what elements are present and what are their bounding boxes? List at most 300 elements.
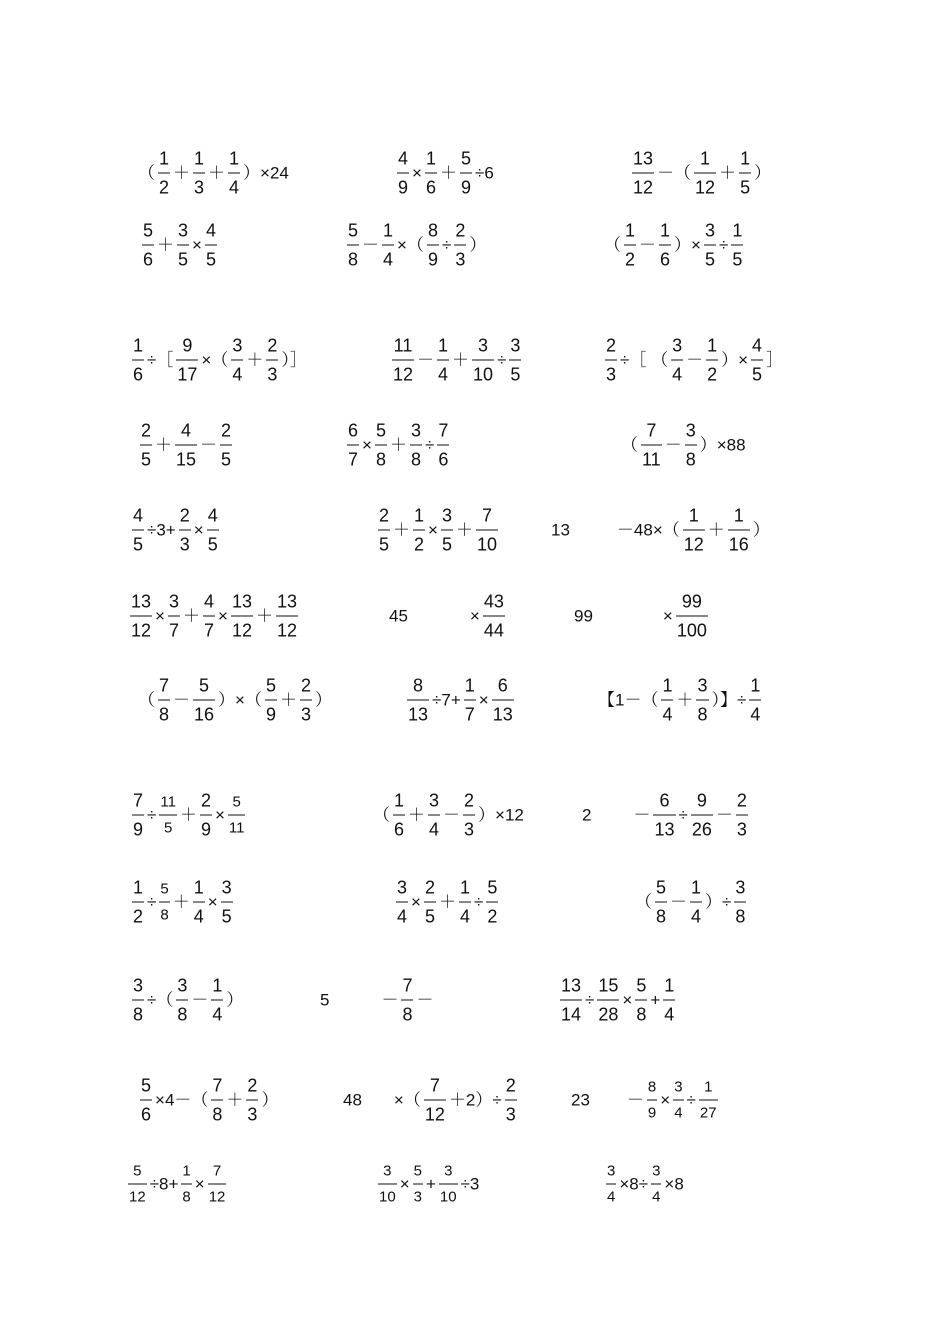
denominator: 12	[276, 620, 297, 641]
operator-text: －	[173, 690, 191, 710]
fraction	[132, 792, 144, 839]
denominator: 16	[194, 704, 215, 725]
denominator: 10	[439, 1188, 457, 1206]
denominator: 3	[464, 819, 475, 840]
operator-text: +	[650, 990, 661, 1010]
denominator: 11	[228, 819, 245, 837]
operator-text: －	[362, 235, 380, 255]
numerator: 1	[159, 148, 170, 169]
operator-text: ＋	[393, 520, 411, 540]
fraction	[228, 795, 246, 836]
operator-text: +	[425, 1174, 436, 1194]
operator-text: ＋	[389, 435, 407, 455]
math-problem	[388, 593, 507, 640]
numerator: 1	[194, 148, 205, 169]
numerator: 7	[429, 1075, 440, 1096]
operator-text: ＋	[452, 350, 470, 370]
fraction	[176, 977, 188, 1024]
fraction	[476, 507, 498, 554]
denominator: 3	[736, 819, 747, 840]
denominator: 12	[129, 1188, 146, 1206]
operator-text: （	[635, 892, 652, 912]
denominator: 26	[691, 819, 712, 840]
fraction	[676, 593, 708, 640]
operator-text: ×	[194, 1174, 205, 1194]
fraction	[424, 879, 436, 926]
denominator: 13	[408, 704, 429, 725]
denominator: 6	[394, 819, 405, 840]
operator-text: ）×12	[478, 805, 524, 825]
denominator: 28	[598, 1004, 619, 1025]
operator-text: ＋	[226, 1090, 244, 1110]
fraction	[140, 1077, 152, 1124]
operator-text: ×8	[664, 1174, 684, 1194]
operator-text: ÷7+	[432, 690, 461, 710]
fraction	[413, 1164, 423, 1205]
denominator: 4	[193, 906, 204, 927]
denominator: 9	[398, 177, 409, 198]
fraction	[396, 879, 408, 926]
numerator: 7	[133, 790, 144, 811]
operator-text: ×	[469, 606, 480, 626]
numerator: 7	[646, 420, 657, 441]
operator-text: ＋	[438, 892, 456, 912]
denominator: 8	[656, 906, 667, 927]
operator-text: ×	[207, 892, 218, 912]
denominator: 6	[660, 249, 671, 270]
operator-text: ×	[411, 892, 421, 912]
numerator: 1	[464, 675, 475, 696]
fraction	[347, 222, 359, 269]
fraction	[142, 222, 154, 269]
denominator: 3	[267, 364, 278, 385]
fraction	[176, 337, 198, 384]
denominator: 12	[231, 620, 252, 641]
fraction	[460, 150, 472, 197]
numerator: 1	[732, 220, 743, 241]
denominator: 8	[160, 906, 169, 924]
fraction	[211, 977, 223, 1024]
math-problem	[137, 150, 290, 197]
numerator: 7	[212, 1162, 222, 1180]
denominator: 4	[212, 1004, 223, 1025]
numerator: 8	[647, 1078, 657, 1096]
numerator: 3	[685, 420, 696, 441]
numerator: 3	[704, 220, 715, 241]
operator-text: ＋	[157, 235, 175, 255]
numerator: 3	[232, 335, 243, 356]
numerator: 3	[674, 1078, 683, 1096]
operator-text: ＋	[155, 435, 173, 455]
denominator: 9	[427, 249, 438, 270]
math-problem	[550, 507, 771, 554]
denominator: 5	[379, 534, 390, 555]
denominator: 5	[133, 534, 144, 555]
fraction	[168, 593, 180, 640]
operator-text: ×	[214, 805, 225, 825]
math-problem	[573, 593, 710, 640]
denominator: 3	[455, 249, 466, 270]
numerator: 2	[301, 675, 312, 696]
numerator: 5	[199, 675, 210, 696]
denominator: 17	[177, 364, 198, 385]
fraction	[382, 222, 394, 269]
numerator: 3	[177, 975, 188, 996]
operator-text: ×	[193, 520, 204, 540]
numerator: 2	[379, 505, 390, 526]
operator-text: ÷	[424, 435, 435, 455]
numerator: 7	[402, 975, 413, 996]
fraction	[694, 150, 716, 197]
operator-text: －	[443, 805, 461, 825]
math-problem	[620, 422, 747, 469]
fraction	[651, 1164, 661, 1205]
numerator: 8	[427, 220, 438, 241]
numerator: 3	[672, 335, 683, 356]
math-problem	[581, 792, 750, 839]
numerator: 1	[459, 877, 470, 898]
numerator: 1	[660, 220, 671, 241]
numerator: 4	[133, 505, 144, 526]
numerator: 1	[733, 505, 744, 526]
operator-text: 5	[320, 990, 330, 1010]
operator-text: （	[621, 435, 638, 455]
operator-text: 【1－（	[598, 690, 659, 710]
denominator: 8	[735, 906, 746, 927]
operator-text: ＋	[280, 690, 297, 710]
operator-text: ÷	[147, 892, 157, 912]
operator-text: ）	[752, 520, 770, 540]
operator-text: ）】÷	[711, 690, 747, 710]
operator-text: ＋	[455, 520, 473, 540]
fraction	[266, 337, 278, 384]
denominator: 12	[424, 1104, 445, 1125]
fraction	[203, 593, 215, 640]
math-problem	[137, 677, 333, 724]
denominator: 9	[133, 819, 144, 840]
denominator: 5	[221, 906, 232, 927]
operator-text: ×	[662, 606, 673, 626]
numerator: 5	[232, 793, 241, 811]
operator-text: －48×（	[616, 520, 680, 540]
denominator: 12	[208, 1188, 226, 1206]
math-problem	[138, 1077, 279, 1124]
fraction	[179, 507, 191, 554]
operator-text: ）	[754, 163, 772, 183]
numerator: 1	[691, 877, 702, 898]
operator-text: ÷8+	[149, 1174, 179, 1194]
fraction	[158, 677, 170, 724]
fraction	[378, 507, 390, 554]
math-problem	[130, 337, 308, 384]
operator-text: ÷（	[147, 990, 174, 1010]
fraction	[624, 222, 636, 269]
operator-text: ）×	[674, 235, 701, 255]
denominator: 4	[383, 249, 394, 270]
operator-text: ×4－（	[155, 1090, 209, 1110]
operator-text: ×	[192, 235, 202, 255]
denominator: 7	[464, 704, 475, 725]
denominator: 9	[460, 177, 471, 198]
operator-text: ÷	[441, 235, 452, 255]
fraction	[699, 1080, 718, 1121]
fraction	[427, 222, 439, 269]
operator-text: ×8÷	[619, 1174, 649, 1194]
operator-text: ）×	[721, 350, 749, 370]
fraction	[673, 1080, 683, 1121]
denominator: 27	[699, 1104, 717, 1122]
denominator: 4	[691, 906, 702, 927]
fraction	[228, 150, 240, 197]
numerator: 3	[478, 335, 489, 356]
operator-text: （	[138, 163, 155, 183]
numerator: 7	[159, 675, 170, 696]
numerator: 2	[267, 335, 278, 356]
fraction	[597, 977, 619, 1024]
numerator: 5	[143, 220, 154, 241]
numerator: 2	[464, 790, 475, 811]
operator-text: ）］	[281, 350, 307, 370]
denominator: 4	[652, 1188, 661, 1206]
fraction	[397, 150, 409, 197]
operator-text: ×	[428, 520, 438, 540]
denominator: 5	[441, 534, 452, 555]
denominator: 2	[414, 534, 425, 555]
numerator: 3	[397, 877, 408, 898]
denominator: 2	[487, 906, 498, 927]
denominator: 8	[402, 1004, 413, 1025]
numerator: 1	[394, 790, 405, 811]
operator-text: ＋	[707, 520, 725, 540]
operator-text: ）×24	[243, 163, 289, 183]
denominator: 8	[177, 1004, 188, 1025]
fraction	[207, 507, 219, 554]
numerator: 1	[182, 1162, 191, 1180]
math-problem	[405, 677, 516, 724]
operator-text: －	[381, 990, 399, 1010]
denominator: 13	[492, 704, 513, 725]
numerator: 3	[735, 877, 746, 898]
numerator: 2	[455, 220, 466, 241]
operator-text: ×	[660, 1090, 671, 1110]
numerator: 1	[688, 505, 699, 526]
operator-text: ÷	[473, 892, 484, 912]
math-problem	[130, 792, 247, 839]
fraction	[683, 507, 705, 554]
fraction	[211, 1077, 223, 1124]
fraction	[428, 792, 440, 839]
fraction	[635, 977, 647, 1024]
denominator: 2	[707, 364, 718, 385]
denominator: 5	[163, 819, 173, 837]
numerator: 4	[207, 505, 218, 526]
numerator: 4	[752, 335, 763, 356]
operator-text: 23	[571, 1090, 590, 1110]
math-problem	[345, 422, 451, 469]
math-problem	[126, 1164, 228, 1205]
denominator: 8	[636, 1004, 647, 1025]
operator-text: ）	[469, 235, 487, 255]
fraction	[749, 677, 761, 724]
operator-text: ×	[218, 606, 228, 626]
numerator: 5	[375, 420, 386, 441]
numerator: 3	[652, 1162, 661, 1180]
numerator: 1	[414, 505, 425, 526]
numerator: 1	[133, 877, 144, 898]
operator-text: ＋	[676, 690, 694, 710]
denominator: 8	[182, 1188, 191, 1206]
operator-text: ÷	[585, 990, 595, 1010]
denominator: 8	[697, 704, 708, 725]
operator-text: ＋	[408, 805, 426, 825]
denominator: 5	[178, 249, 189, 270]
operator-text: －	[664, 435, 682, 455]
denominator: 3	[179, 534, 190, 555]
numerator: 3	[607, 1162, 616, 1180]
fraction	[193, 150, 205, 197]
denominator: 3	[247, 1104, 258, 1125]
numerator: 13	[131, 591, 152, 612]
operator-text: －	[200, 435, 218, 455]
denominator: 10	[473, 364, 494, 385]
denominator: 5	[740, 177, 751, 198]
operator-text: ＋	[182, 606, 200, 626]
denominator: 9	[200, 819, 211, 840]
math-problem	[372, 792, 525, 839]
numerator: 7	[481, 505, 492, 526]
numerator: 2	[179, 505, 190, 526]
denominator: 5	[207, 534, 218, 555]
denominator: 4	[607, 1188, 616, 1206]
operator-text: ÷［	[147, 350, 174, 370]
fraction	[159, 882, 169, 923]
denominator: 5	[704, 249, 715, 270]
denominator: 8	[410, 449, 421, 470]
operator-text: 13	[551, 520, 570, 540]
numerator: 9	[182, 335, 193, 356]
fraction	[220, 422, 232, 469]
fraction	[685, 422, 697, 469]
denominator: 12	[695, 177, 716, 198]
denominator: 3	[413, 1188, 422, 1206]
denominator: 12	[633, 177, 654, 198]
numerator: 1	[229, 148, 240, 169]
denominator: 16	[728, 534, 749, 555]
operator-text: ×（	[397, 235, 424, 255]
denominator: 5	[752, 364, 763, 385]
numerator: 2	[221, 420, 232, 441]
denominator: 3	[301, 704, 312, 725]
denominator: 10	[379, 1188, 396, 1206]
denominator: 13	[654, 819, 675, 840]
operator-text: ×（	[393, 1090, 421, 1110]
numerator: 2	[505, 1075, 516, 1096]
math-problem	[376, 1164, 480, 1205]
fraction	[401, 977, 413, 1024]
fraction	[347, 422, 359, 469]
numerator: 8	[413, 675, 424, 696]
operator-text: ）×（	[218, 690, 262, 710]
denominator: 8	[133, 1004, 144, 1025]
fraction	[140, 422, 152, 469]
fraction	[728, 507, 750, 554]
fraction	[751, 337, 763, 384]
fraction	[509, 337, 521, 384]
operator-text: ）	[261, 1090, 279, 1110]
fraction	[691, 792, 713, 839]
numerator: 11	[160, 793, 176, 811]
math-problem	[390, 337, 523, 384]
fraction	[661, 677, 673, 724]
operator-text: －	[416, 990, 434, 1010]
fraction	[221, 879, 233, 926]
fraction	[492, 677, 514, 724]
fraction	[464, 677, 476, 724]
fraction	[463, 792, 475, 839]
numerator: 5	[656, 877, 667, 898]
denominator: 4	[429, 819, 440, 840]
numerator: 1	[438, 335, 449, 356]
denominator: 4	[750, 704, 761, 725]
fraction	[671, 337, 683, 384]
fraction	[454, 222, 466, 269]
fraction	[739, 150, 751, 197]
operator-text: －	[639, 235, 657, 255]
operator-text: ÷	[686, 1090, 696, 1110]
denominator: 9	[647, 1104, 657, 1122]
operator-text: ÷	[718, 235, 729, 255]
numerator: 99	[681, 591, 702, 612]
numerator: 5	[348, 220, 359, 241]
denominator: 6	[133, 364, 144, 385]
operator-text: －	[626, 1090, 644, 1110]
denominator: 4	[397, 906, 408, 927]
fraction	[407, 677, 429, 724]
fraction	[181, 1164, 191, 1205]
numerator: 11	[393, 335, 413, 356]
denominator: 4	[662, 704, 673, 725]
fraction	[158, 150, 170, 197]
numerator: 5	[133, 1162, 142, 1180]
numerator: 43	[483, 591, 504, 612]
denominator: 6	[141, 1104, 152, 1125]
denominator: 4	[672, 364, 683, 385]
fraction	[459, 879, 471, 926]
math-problem	[376, 507, 500, 554]
math-problem	[130, 507, 221, 554]
numerator: 2	[247, 1075, 258, 1096]
denominator: 5	[510, 364, 521, 385]
operator-text: ÷	[497, 350, 507, 370]
math-problem	[604, 1164, 685, 1205]
denominator: 2	[625, 249, 636, 270]
denominator: 44	[483, 620, 504, 641]
fraction	[706, 337, 718, 384]
denominator: 5	[732, 249, 743, 270]
fraction	[132, 337, 144, 384]
numerator: 4	[398, 148, 409, 169]
fraction	[641, 422, 662, 469]
fraction	[375, 422, 387, 469]
fraction	[736, 792, 748, 839]
fraction	[731, 222, 743, 269]
operator-text: 48	[343, 1090, 362, 1110]
numerator: 3	[410, 420, 421, 441]
fraction	[439, 1164, 458, 1205]
numerator: 1	[750, 675, 761, 696]
fraction	[483, 593, 505, 640]
numerator: 1	[625, 220, 636, 241]
